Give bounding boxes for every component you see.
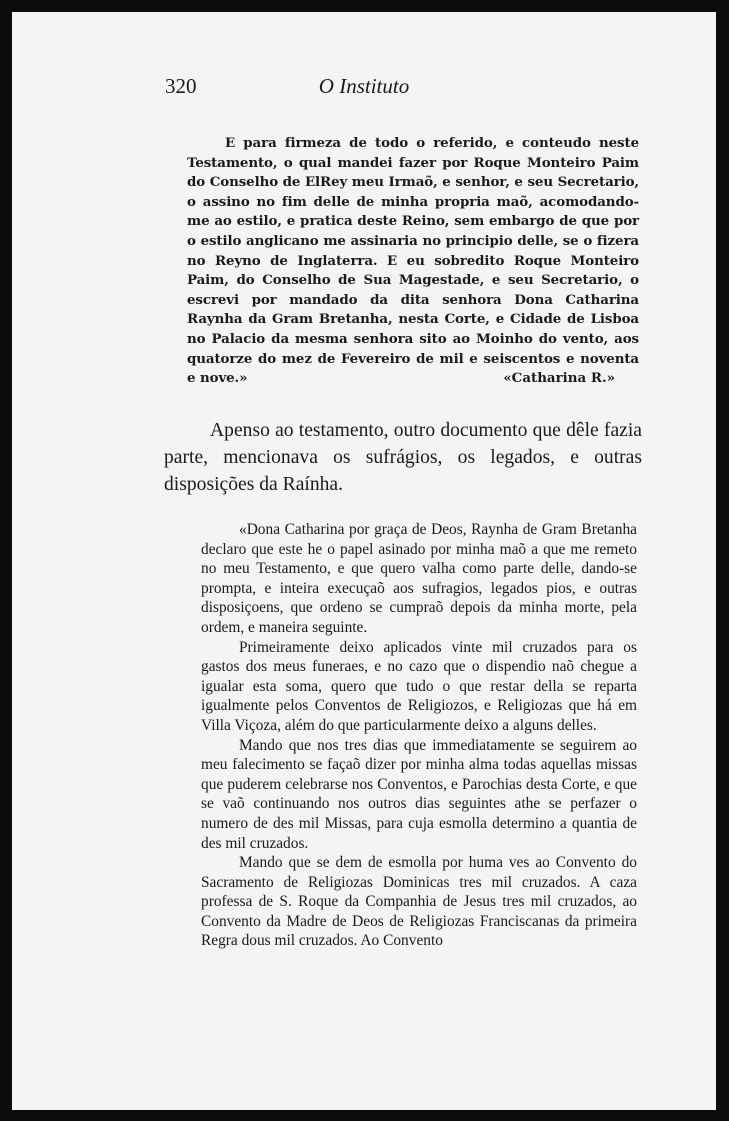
annex-document-quote [201, 520, 637, 951]
quote-paragraph: E para firmeza de todo o referido, e conteudo neste Testamento, o qual mandei fazer por Roque Monteiro Paim do Conselho de ElRey meu Irmaõ, e senhor, e seu Secretario, o assino no fim delle de minha propria maõ, acomodando-me ao estilo, e pratica deste Reino, sem embargo de que por o estilo anglicano me assinaria no principio delle, se o fizera no Reyno de Inglaterra. E eu sobredito Roque Monteiro Paim, do Conselho de Sua Magestade, e seu Secretario, o escrevi por mandado da dita senhora Dona Catharina Raynha da Gram Bretanha, nesta Corte, e Cidade de Lisboa no Palacio da mesma senhora sito ao Moinho do vento, aos quatorze do mez de Fevereiro de mil e seiscentos e noventa e nove.» [187, 135, 639, 387]
body-paragraph: Apenso ao testamento, outro documento que dêle fazia parte, mencionava os sufrágios, os legados, e outras disposições da Raínha. [164, 420, 642, 495]
running-title: O Instituto [318, 74, 410, 98]
page-header [12, 74, 716, 104]
book-page [12, 12, 716, 1110]
body-text [164, 417, 642, 498]
quote-paragraph: «Dona Catharina por graça de Deos, Raynha de Gram Bretanha declaro que este he o papel asinado por minha maõ a que me remeto no meu Testamento, e que quero valha como parte delle, dando-se prompta, e inteira execuçaõ aos sufragios, legados pios, e outras disposiçoens, que ordeno se cumpraõ depois da minha morte, pela ordem, e maneira seguinte. [201, 521, 637, 636]
quote-paragraph: Mando que nos tres dias que immediatamente se seguirem ao meu falecimento se façaõ dizer por minha alma todas aquellas missas que puderem celebrarse nos Conventos, e Parochias desta Corte, e que se vaõ continuando nos outros dias seguintes athe se perfazer o numero de des mil Missas, para cuja esmolla determino a quantia de des mil cruzados. [201, 736, 637, 852]
testament-closing-quote [187, 134, 639, 389]
page-number: 320 [165, 74, 197, 98]
quote-paragraph: Mando que se dem de esmolla por huma ves ao Convento do Sacramento de Religiozas Dominicas tres mil cruzados. A caza professa de S. Roque da Companhia de Jesus tres mil cruzados, ao Convento da Madre de Deos de Religiozas Franciscanas da primeira Regra dous mil cruzados. Ao Convento [201, 854, 637, 950]
quote-paragraph: Primeiramente deixo aplicados vinte mil cruzados para os gastos dos meus funeraes, e no cazo que o dispendio naõ chegue a igualar esta soma, quero que tudo o que restar della se reparta igualmente pelos Conventos de Religiozos, e Religiozas que há em Villa Viçoza, além do que particularmente deixo a alguns delles. [201, 638, 637, 734]
signature: «Catharina R.» [503, 370, 615, 386]
